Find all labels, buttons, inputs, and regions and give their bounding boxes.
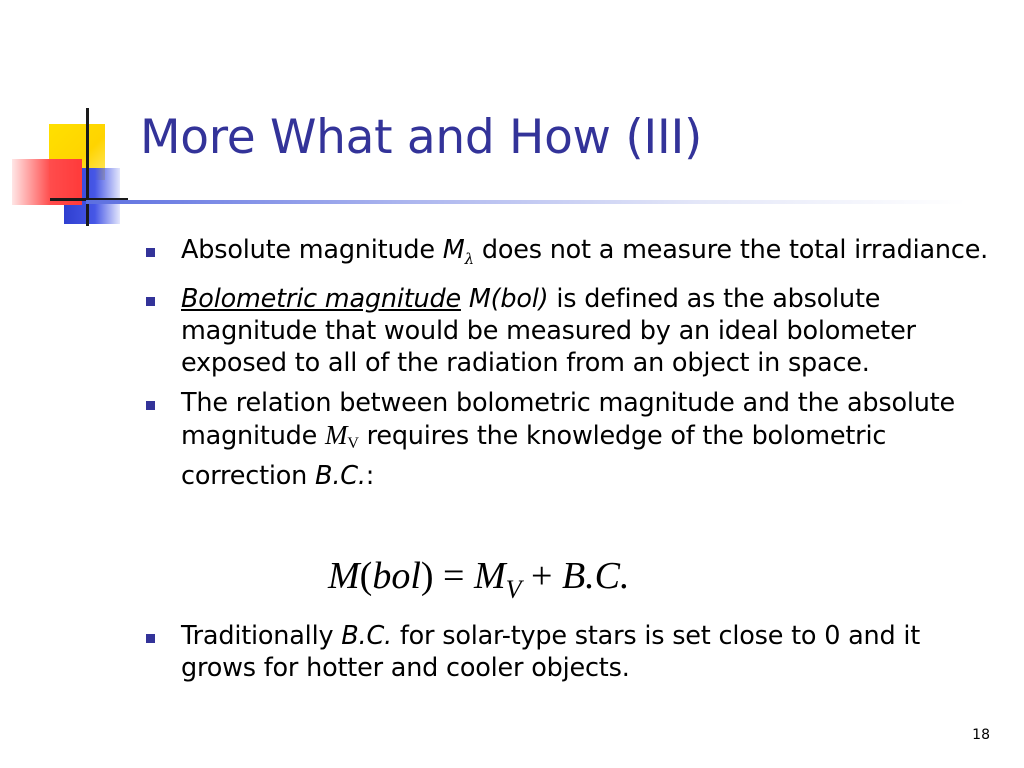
symbol-subscript-v: V (347, 435, 359, 452)
equation-plus: + (521, 555, 562, 597)
bullet-square-icon (146, 401, 155, 410)
equation-equals: = (433, 555, 474, 597)
logo-vertical-line (86, 108, 89, 226)
page-number: 18 (972, 727, 990, 743)
bullet-square-icon (146, 297, 155, 306)
bullet-text: : (365, 461, 375, 491)
bullet-item-bolometric-magnitude (146, 283, 996, 379)
bullet-text: Traditionally (181, 621, 342, 651)
slide-title: More What and How (III) (140, 110, 703, 165)
equation-rhs-var: M (473, 555, 506, 597)
symbol-m: M (442, 235, 465, 265)
corner-logo-decoration (0, 0, 150, 240)
equation-lhs-arg: bol (372, 555, 421, 597)
bolometric-correction-equation (328, 554, 630, 605)
bullet-list (146, 234, 996, 500)
bullet-text: for solar-type stars is set close to 0 and it grows for hotter and cooler objects. (181, 621, 921, 683)
equation-rhs-subscript: V (505, 575, 522, 604)
symbol-bc: B.C. (315, 461, 366, 491)
bullet-item-absolute-magnitude (146, 234, 996, 275)
symbol-subscript-lambda: λ (464, 250, 474, 268)
bullet-text: is defined as the absolute magnitude that would be measured by an ideal bolometer exposed to all of the radiation from an object in space. (181, 284, 916, 378)
equation-paren-open: ( (359, 555, 373, 597)
bullet-text: The relation between bolometric magnitude and the absolute magnitude (181, 388, 955, 451)
symbol-m-bol: M(bol) (468, 284, 549, 314)
symbol-bc: B.C. (341, 621, 392, 651)
bullet-item-relation (146, 387, 996, 492)
bullet-square-icon (146, 634, 155, 643)
bullet-square-icon (146, 248, 155, 257)
equation-paren-close: ) (420, 555, 434, 597)
bullet-text: requires the knowledge of the bolometric correction (181, 421, 887, 491)
bullet-text: does not a measure the total irradiance. (473, 235, 989, 265)
title-underline-rule (86, 200, 966, 204)
equation-lhs-var: M (328, 555, 360, 597)
equation-rhs-term: B.C. (561, 555, 630, 597)
spacer-text (461, 284, 469, 314)
bullet-item-traditionally (146, 620, 996, 684)
bullet-text: Absolute magnitude (181, 235, 443, 265)
term-bolometric-magnitude: Bolometric magnitude (181, 284, 461, 314)
symbol-m: M (325, 420, 348, 450)
bullet-list-continued (146, 620, 996, 692)
